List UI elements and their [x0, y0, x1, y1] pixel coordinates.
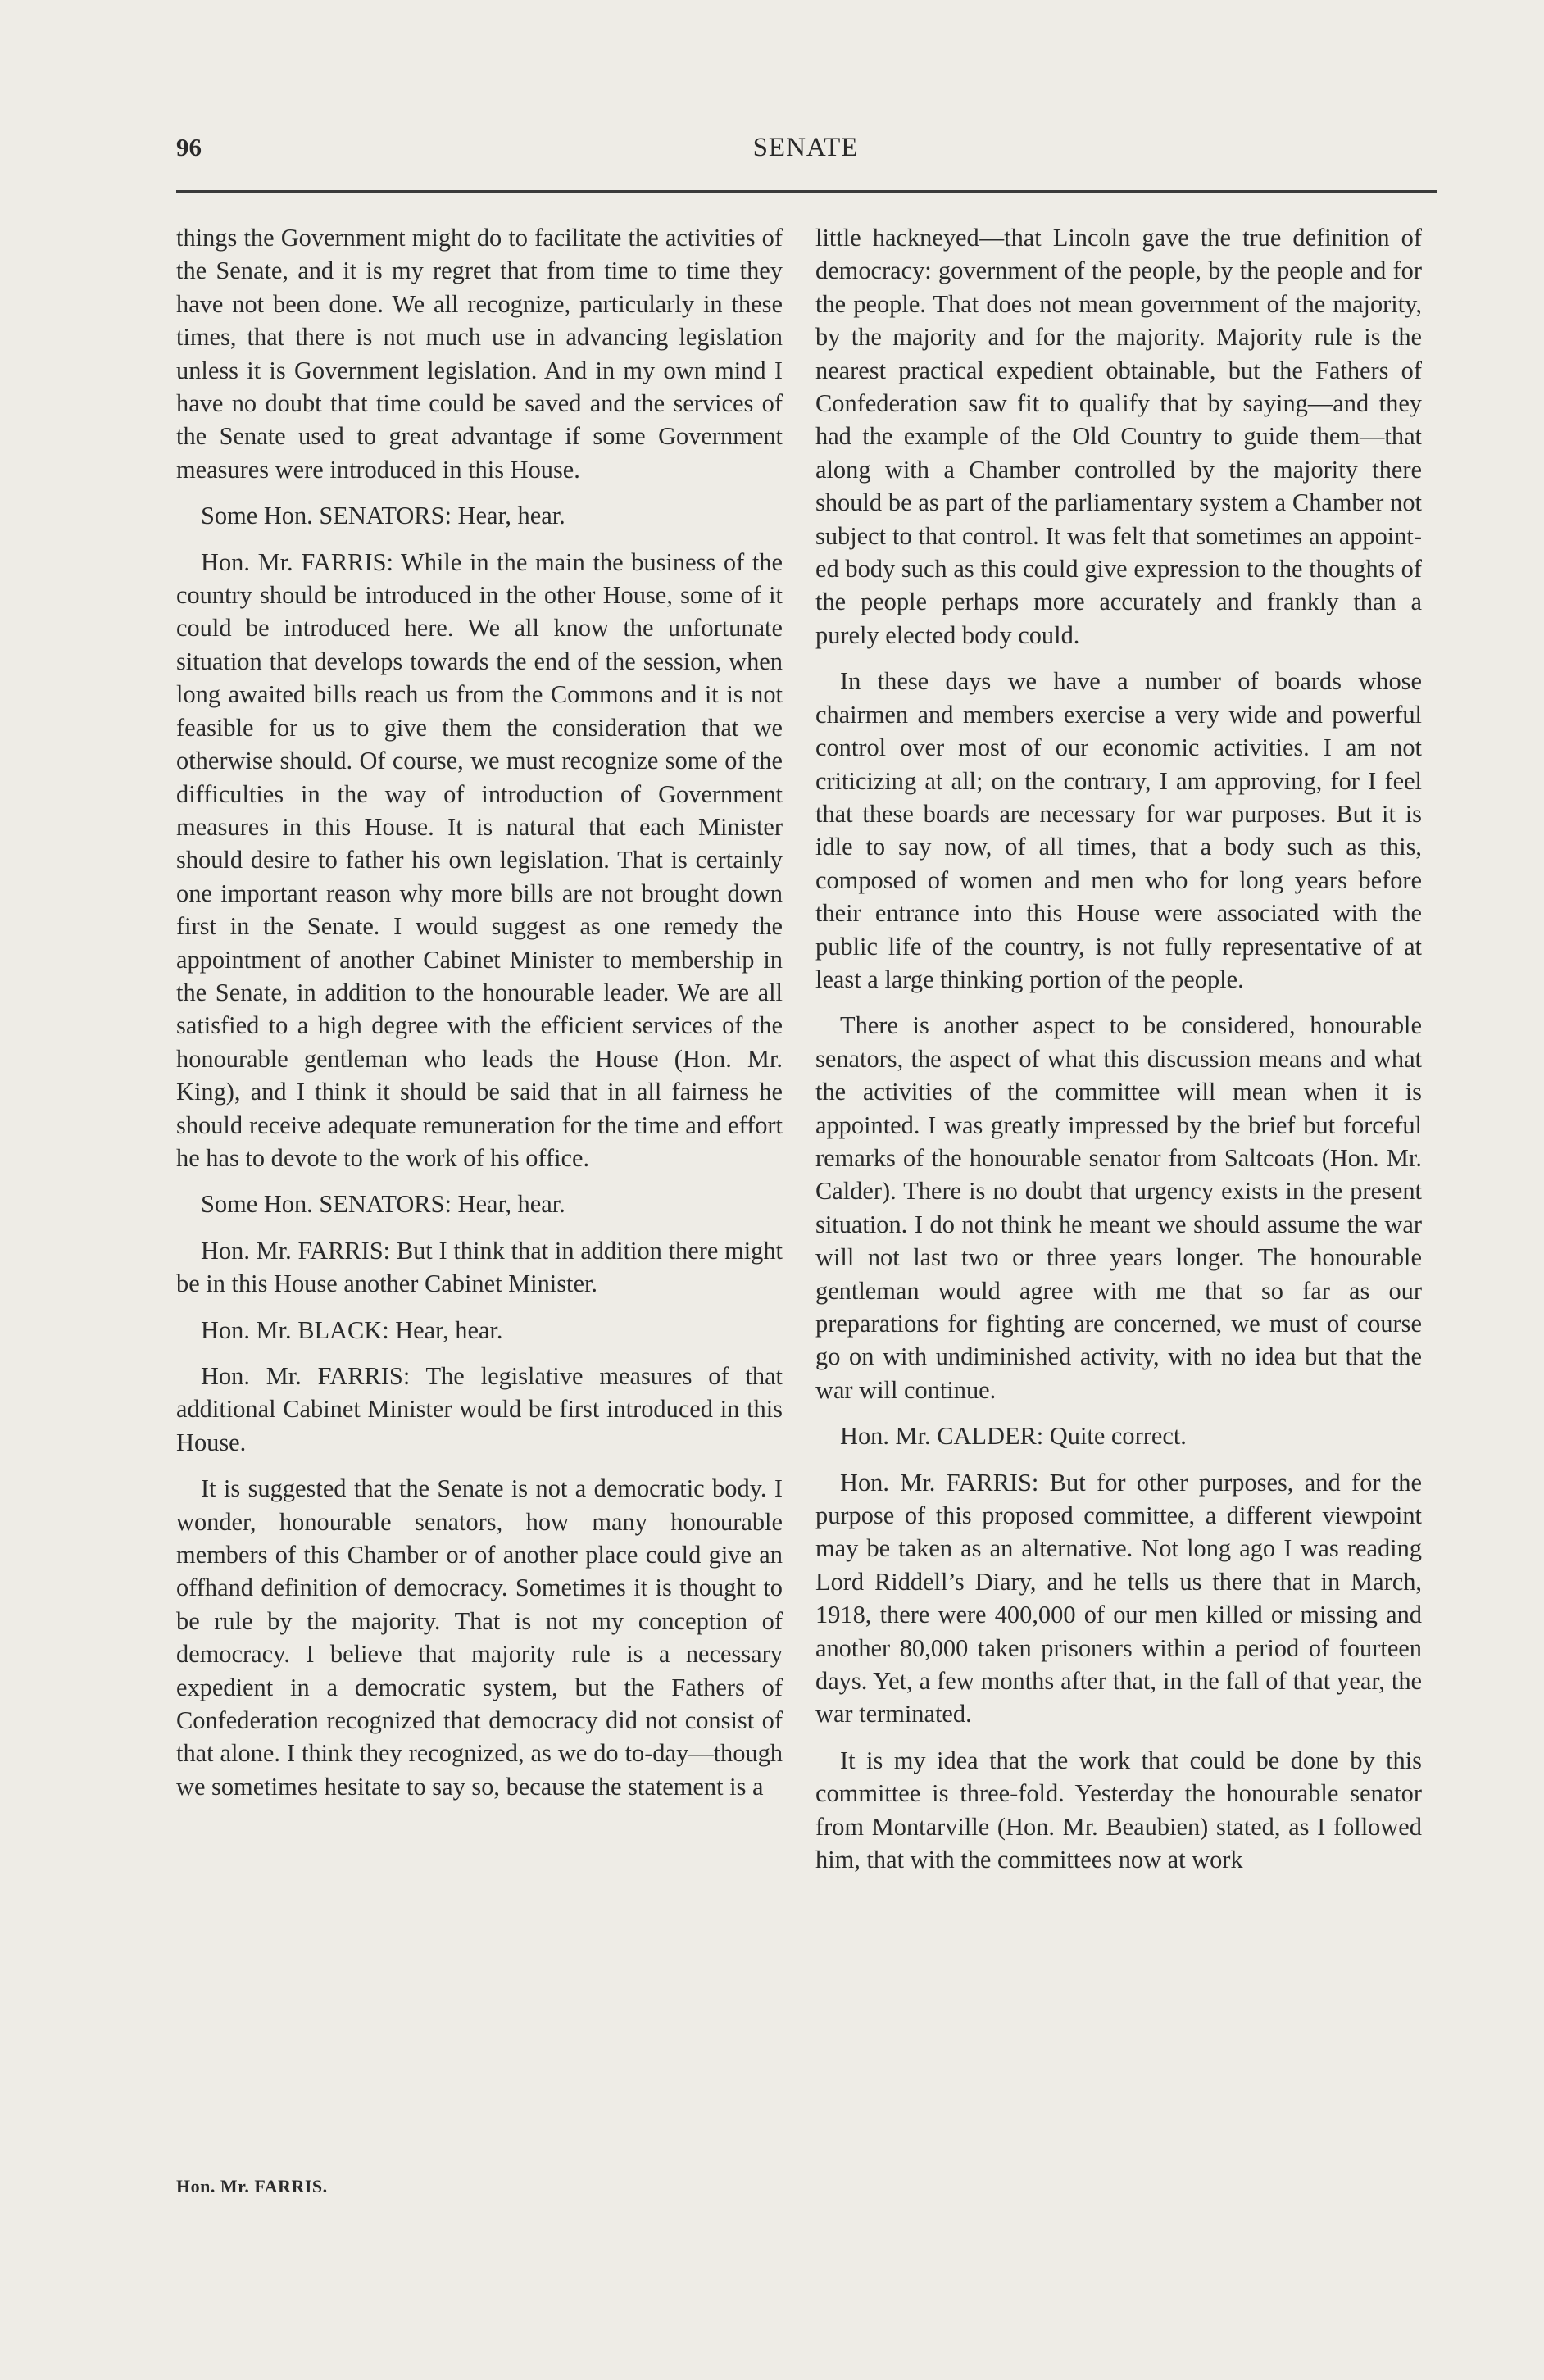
paragraph: Hon. Mr. CALDER: Quite correct. [840, 1422, 1187, 1451]
paragraph: little hackneyed—that Lincoln gave the true definition of democracy: government of the people, by the people and for the people. That does not mean government of the majority, by the majority and for the majority. Majority rule is the nearest practical expedient obtainable, but the Fathers of Confederation saw fit to qualify that by saying—and they had the example of the Old Country to guide them—that along with a Chamber controlled by the majority there should be as part of the parliamentary system a Chamber not subject to that control. It was felt that sometimes an appointed body such as this could give expression to the thoughts of the people perhaps more accurately and frankly than a purely elected body could. [815, 224, 1422, 649]
running-head-title: SENATE [752, 133, 859, 162]
page-number: 96 [176, 133, 202, 161]
left-column [176, 221, 783, 1816]
paragraph: Hon. Mr. FARRIS: The legislative measures of that additional Cabinet Minister would be first introduced in this House. [176, 1362, 783, 1456]
paragraph: Hon. Mr. FARRIS: But for other purposes, and for the purpose of this proposed committee, a different viewpoint may be taken as an alternative. Not long ago I was reading Lord Riddell’s Diary, and he tells us there that in March, 1918, there were 400,000 of our men killed or missing and another 80,000 taken prisoners within a period of fourteen days. Yet, a few months after that, in the fall of that year, the war terminated. [815, 1468, 1422, 1728]
page-header [176, 126, 1435, 167]
paragraph: It is suggested that the Senate is not a democratic body. I wonder, honourable senators, how many honourable members of this Chamber or of another place could give an offhand definition of democracy. Sometimes it is thought to be rule by the majority. That is not my conception of democracy. I believe that majority rule is a necessary expedient in a democratic system, but the Fathers of Confederation recognized that democracy did not consist of that alone. I think they recognized, as we do to-day—though we sometimes hesitate to say so, because the statement is a [176, 1474, 783, 1801]
paragraph: Some Hon. SENATORS: Hear, hear. [201, 502, 565, 530]
footer-speaker: Hon. Mr. FARRIS. [176, 2176, 328, 2196]
paragraph: Hon. Mr. FARRIS: But I think that in addition there might be in this House another Cabinet Minister. [176, 1236, 783, 1298]
header-rule [176, 190, 1437, 193]
paragraph: There is another aspect to be considered, honourable senators, the aspect of what this discussion means and what the activities of the committee will mean when it is appointed. I was greatly impressed by the brief but forceful remarks of the honourable senator from Saltcoats (Hon. Mr. Calder). There is no doubt that urgency exists in the present situation. I do not think he meant we should assume the war will not last two or three years longer. The honourable gentleman would agree with me that so far as our preparations for fighting are concerned, we must of course go on with undiminished activity, with no idea but that the war will continue. [815, 1011, 1422, 1404]
paragraph: In these days we have a number of boards whose chairmen and members exercise a very wide and powerful control over most of our economic activities. I am not criticizing at all; on the contrary, I am approving, for I feel that these boards are necessary for war purposes. But it is idle to say now, of all times, that a body such as this, composed of women and men who for long years before their entrance into this House were associated with the public life of the country, is not fully representative of at least a large thinking portion of the people. [815, 667, 1422, 993]
paragraph: things the Government might do to facilitate the activities of the Senate, and it is my regret that from time to time they have not been done. We all recognize, particularly in these times, that there is not much use in advancing legislation unless it is Government legislation. And in my own mind I have no doubt that time could be saved and the services of the Senate used to great advantage if some Government measures were introduced in this House. [176, 224, 783, 484]
right-column [815, 221, 1422, 1890]
paragraph: It is my idea that the work that could be done by this committee is three-fold. Yesterday the honourable senator from Montarville (Hon. Mr. Beaubien) stated, as I followed him, that with the committees now at work [815, 1746, 1422, 1874]
paragraph: Some Hon. SENATORS: Hear, hear. [201, 1190, 565, 1219]
paragraph: Hon. Mr. FARRIS: While in the main the business of the country should be introduced in the other House, some of it could be introduced here. We all know the unfortunate situation that develops towards the end of the session, when long awaited bills reach us from the Commons and it is not feasible for us to give them the consideration that we otherwise should. Of course, we must recognize some of the difficulties in the way of introduction of Government measures in this House. It is natural that each Minister should desire to father his own legislation. That is certainly one important reason why more bills are not brought down first in the Senate. I would suggest as one remedy the appointment of another Cabinet Minister to membership in the Senate, in addition to the honourable leader. We are all satisfied to a high degree with the efficient services of the honourable gentleman who leads the House (Hon. Mr. King), and I think it should be said that in all fairness he should receive adequate remuneration for the time and effort he has to devote to the work of his office. [176, 547, 783, 1172]
paragraph: Hon. Mr. BLACK: Hear, hear. [201, 1315, 503, 1344]
